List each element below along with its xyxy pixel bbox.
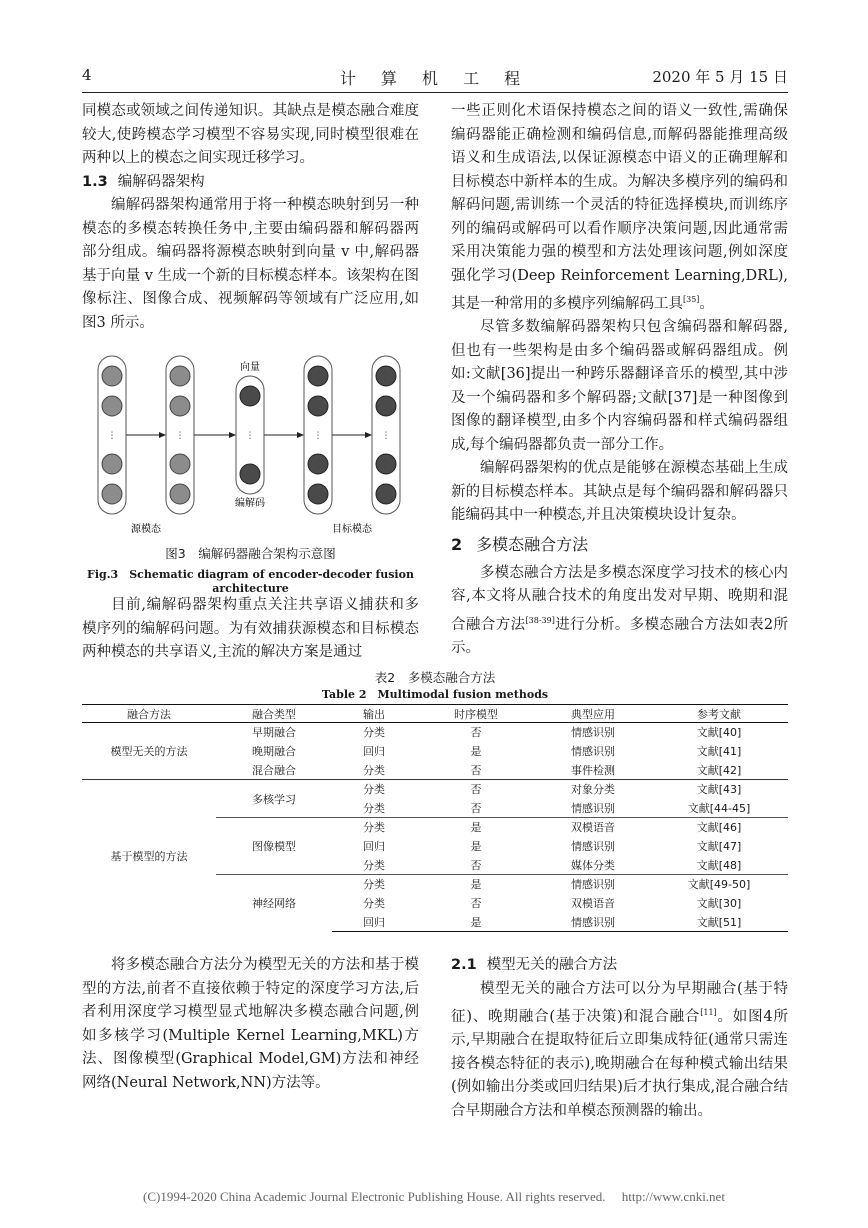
svg-text:⋮: ⋮ (175, 431, 185, 441)
temporal-cell: 是 (470, 745, 482, 758)
vector-label: 向量 (240, 362, 260, 373)
reference-cell: 文献[47] (696, 840, 742, 853)
left-column-end (82, 954, 419, 1095)
issue-date: 2020 年 5 月 15 日 (652, 68, 788, 86)
temporal-cell: 是 (470, 840, 482, 853)
temporal-cell: 否 (470, 726, 482, 740)
reference-cell: 文献[43] (650, 780, 788, 799)
paragraph: 尽管多数编解码器架构只包含编码器和解码器,但也有一些架构是由多个编码器或解码器组成。例如:文献[36]提出一种跨乐器翻译音乐的模型,其中涉及一个编码器和多个解码器;文献[37]是一种图像到图像的翻译模型,由多个内容编码器和样式编码器组成,每个编码器都负责一部分工作。 (451, 319, 788, 453)
temporal-cell: 否 (470, 801, 482, 815)
method-cell: 模型无关的方法 (110, 745, 188, 758)
col-header: 输出 (332, 705, 416, 723)
output-cell: 分类 (363, 763, 385, 777)
section-number: 1.3 (82, 173, 108, 190)
section-title: 模型无关的融合方法 (486, 957, 618, 973)
figure-caption-en: Fig.3 Schematic diagram of encoder-decoder fusion architecture (87, 568, 414, 595)
figure-3 (96, 354, 402, 540)
application-cell: 媒体分类 (571, 858, 615, 872)
paragraph: 目前,编解码器架构重点关注共享语义捕获和多模序列的编解码问题。为有效捕获源模态和目标模态两种模态的共享语义,主流的解决方案是通过 (82, 597, 419, 660)
col-header: 融合类型 (216, 705, 332, 723)
left-column-top (82, 100, 419, 335)
svg-text:⋮: ⋮ (381, 431, 391, 441)
svg-text:⋮: ⋮ (107, 431, 117, 441)
decoder-label: 编解码 (235, 498, 265, 509)
fusion-methods-table (82, 704, 788, 932)
header-rule (82, 92, 788, 93)
table-header-row (82, 705, 788, 723)
output-cell: 分类 (363, 726, 385, 740)
type-cell: 多核学习 (216, 780, 332, 818)
table-caption-en: Table 2 Multimodal fusion methods (321, 688, 549, 701)
application-cell: 双模语音 (536, 818, 650, 837)
application-cell: 情感识别 (536, 875, 650, 894)
copyright-footer: (C)1994-2020 China Academic Journal Electronic Publishing House. All rights reserved. http://www.cnki.net (143, 1189, 725, 1204)
application-cell: 情感识别 (571, 840, 615, 853)
table-row (82, 780, 788, 799)
journal-title: 计 算 机 工 程 (339, 69, 531, 88)
output-cell: 分类 (332, 875, 416, 894)
output-cell: 分类 (363, 897, 385, 910)
paragraph: 模型无关的融合方法可以分为早期融合(基于特征)、晚期融合(基于决策)和混合融合[11]。如图4所示,早期融合在提取特征后立即集成特征(通常只需连接各模态特征的表示),晚期融合在每种模式输出结果(例如输出分类或回归结果)后才执行集成,混合融合结合早期融合方法和单模态预测器的输出。 (451, 980, 788, 1119)
encoder-decoder-diagram (96, 354, 402, 540)
paragraph: 多模态融合方法是多模态深度学习技术的核心内容,本文将从融合技术的角度出发对早期、晚期和混合融合方法[38-39]进行分析。多模态融合方法如表2所示。 (451, 564, 788, 657)
type-cell: 图像模型 (216, 818, 332, 875)
paragraph: 编解码器架构通常用于将一种模态映射到另一种模态的多模态转换任务中,主要由编码器和解码器两部分组成。编码器将源模态映射到向量 v 中,解码器基于向量 v 生成一个新的目标模态样本。该架构在图像标注、图像合成、视频解码等领域有广泛应用,如图3 所示。 (82, 197, 419, 331)
application-cell: 情感识别 (571, 801, 615, 815)
target-label: 目标模态 (332, 524, 372, 535)
section-heading-1-3 (82, 171, 419, 195)
output-cell: 分类 (332, 780, 416, 799)
temporal-cell: 是 (416, 818, 536, 837)
col-header: 典型应用 (536, 705, 650, 723)
temporal-cell: 否 (470, 763, 482, 777)
temporal-cell: 是 (416, 913, 536, 932)
figure-caption-cn: 图3 编解码器融合架构示意图 (165, 546, 336, 561)
paragraph: 将多模态融合方法分为模型无关的方法和基于模型的方法,前者不直接依赖于特定的深度学习方法,后者利用深度学习模型显式地解决多模态融合问题,例如多核学习(Multiple Kernel Learning,MKL)方法、图像模型(Graphical Model,GM)方法和神经网络(Neural Network,NN)方法等。 (82, 957, 419, 1091)
temporal-cell: 否 (470, 897, 482, 910)
section-heading-2-1 (451, 954, 788, 978)
reference-cell: 文献[48] (696, 858, 742, 872)
output-cell: 回归 (332, 913, 416, 932)
citation: [11] (700, 1008, 717, 1017)
application-cell: 双模语音 (571, 897, 615, 910)
application-cell: 事件检测 (571, 763, 615, 777)
table-caption-cn: 表2 多模态融合方法 (374, 670, 496, 685)
output-cell: 分类 (332, 818, 416, 837)
section-number: 2 (451, 534, 463, 554)
reference-cell: 文献[51] (650, 913, 788, 932)
reference-cell: 文献[41] (696, 745, 742, 758)
reference-cell: 文献[40] (696, 726, 742, 740)
type-cell: 混合融合 (252, 763, 296, 777)
page-number: 4 (82, 66, 92, 84)
reference-cell: 文献[44-45] (687, 801, 751, 815)
citation: [38-39] (525, 615, 555, 625)
temporal-cell: 否 (416, 780, 536, 799)
col-header: 融合方法 (82, 705, 216, 723)
source-label: 源模态 (131, 524, 161, 535)
type-cell: 晚期融合 (252, 745, 296, 758)
output-cell: 回归 (363, 840, 385, 853)
section-number: 2.1 (451, 957, 477, 973)
section-title: 编解码器架构 (117, 173, 205, 190)
paragraph: 同模态或领域之间传递知识。其缺点是模态融合难度较大,使跨模态学习模型不容易实现,同时模型很难在两种以上的模态之间实现迁移学习。 (82, 103, 419, 166)
page-header (82, 66, 788, 90)
type-cell: 神经网络 (216, 875, 332, 932)
application-cell: 情感识别 (571, 726, 615, 740)
temporal-cell: 否 (470, 858, 482, 872)
paragraph: 编解码器架构的优点是能够在源模态基础上生成新的目标模态样本。其缺点是每个编码器和解码器只能编码其中一种模态,并且决策模块设计复杂。 (451, 460, 788, 524)
svg-text:⋮: ⋮ (245, 431, 255, 441)
section-heading-2 (451, 532, 788, 558)
reference-cell: 文献[49-50] (650, 875, 788, 894)
svg-text:⋮: ⋮ (313, 431, 323, 441)
temporal-cell: 是 (416, 875, 536, 894)
right-column-end (451, 954, 788, 1123)
output-cell: 分类 (363, 858, 385, 872)
citation: [35] (683, 295, 700, 304)
left-column-bottom (82, 594, 419, 665)
type-cell: 早期融合 (252, 726, 296, 740)
application-cell: 情感识别 (571, 745, 615, 758)
col-header: 时序模型 (416, 705, 536, 723)
table-2 (82, 704, 788, 932)
reference-cell: 文献[42] (696, 763, 742, 777)
method-cell: 基于模型的方法 (82, 780, 216, 932)
output-cell: 回归 (363, 745, 385, 758)
paragraph: 一些正则化术语保持模态之间的语义一致性,需确保编码器能正确检测和编码信息,而解码器能推理高级语义和生成语法,以保证源模态中语义的正确理解和目标模态中新样本的生成。为解决多模序列的编码和解码问题,需训练一个灵活的特征选择模块,而训练序列的编码或解码可以看作顺序决策问题,因此通常需采用决策能力强的模型和方法处理该问题,例如深度强化学习(Deep Reinforcement Learning,DRL),其是一种常用的多模序列编解码工具[35]。 (451, 103, 788, 312)
reference-cell: 文献[46] (650, 818, 788, 837)
application-cell: 对象分类 (536, 780, 650, 799)
right-column-top (451, 100, 788, 661)
table-row (82, 723, 788, 742)
col-header: 参考文献 (650, 705, 788, 723)
output-cell: 分类 (363, 801, 385, 815)
application-cell: 情感识别 (536, 913, 650, 932)
section-title: 多模态融合方法 (476, 534, 589, 554)
reference-cell: 文献[30] (696, 897, 742, 910)
